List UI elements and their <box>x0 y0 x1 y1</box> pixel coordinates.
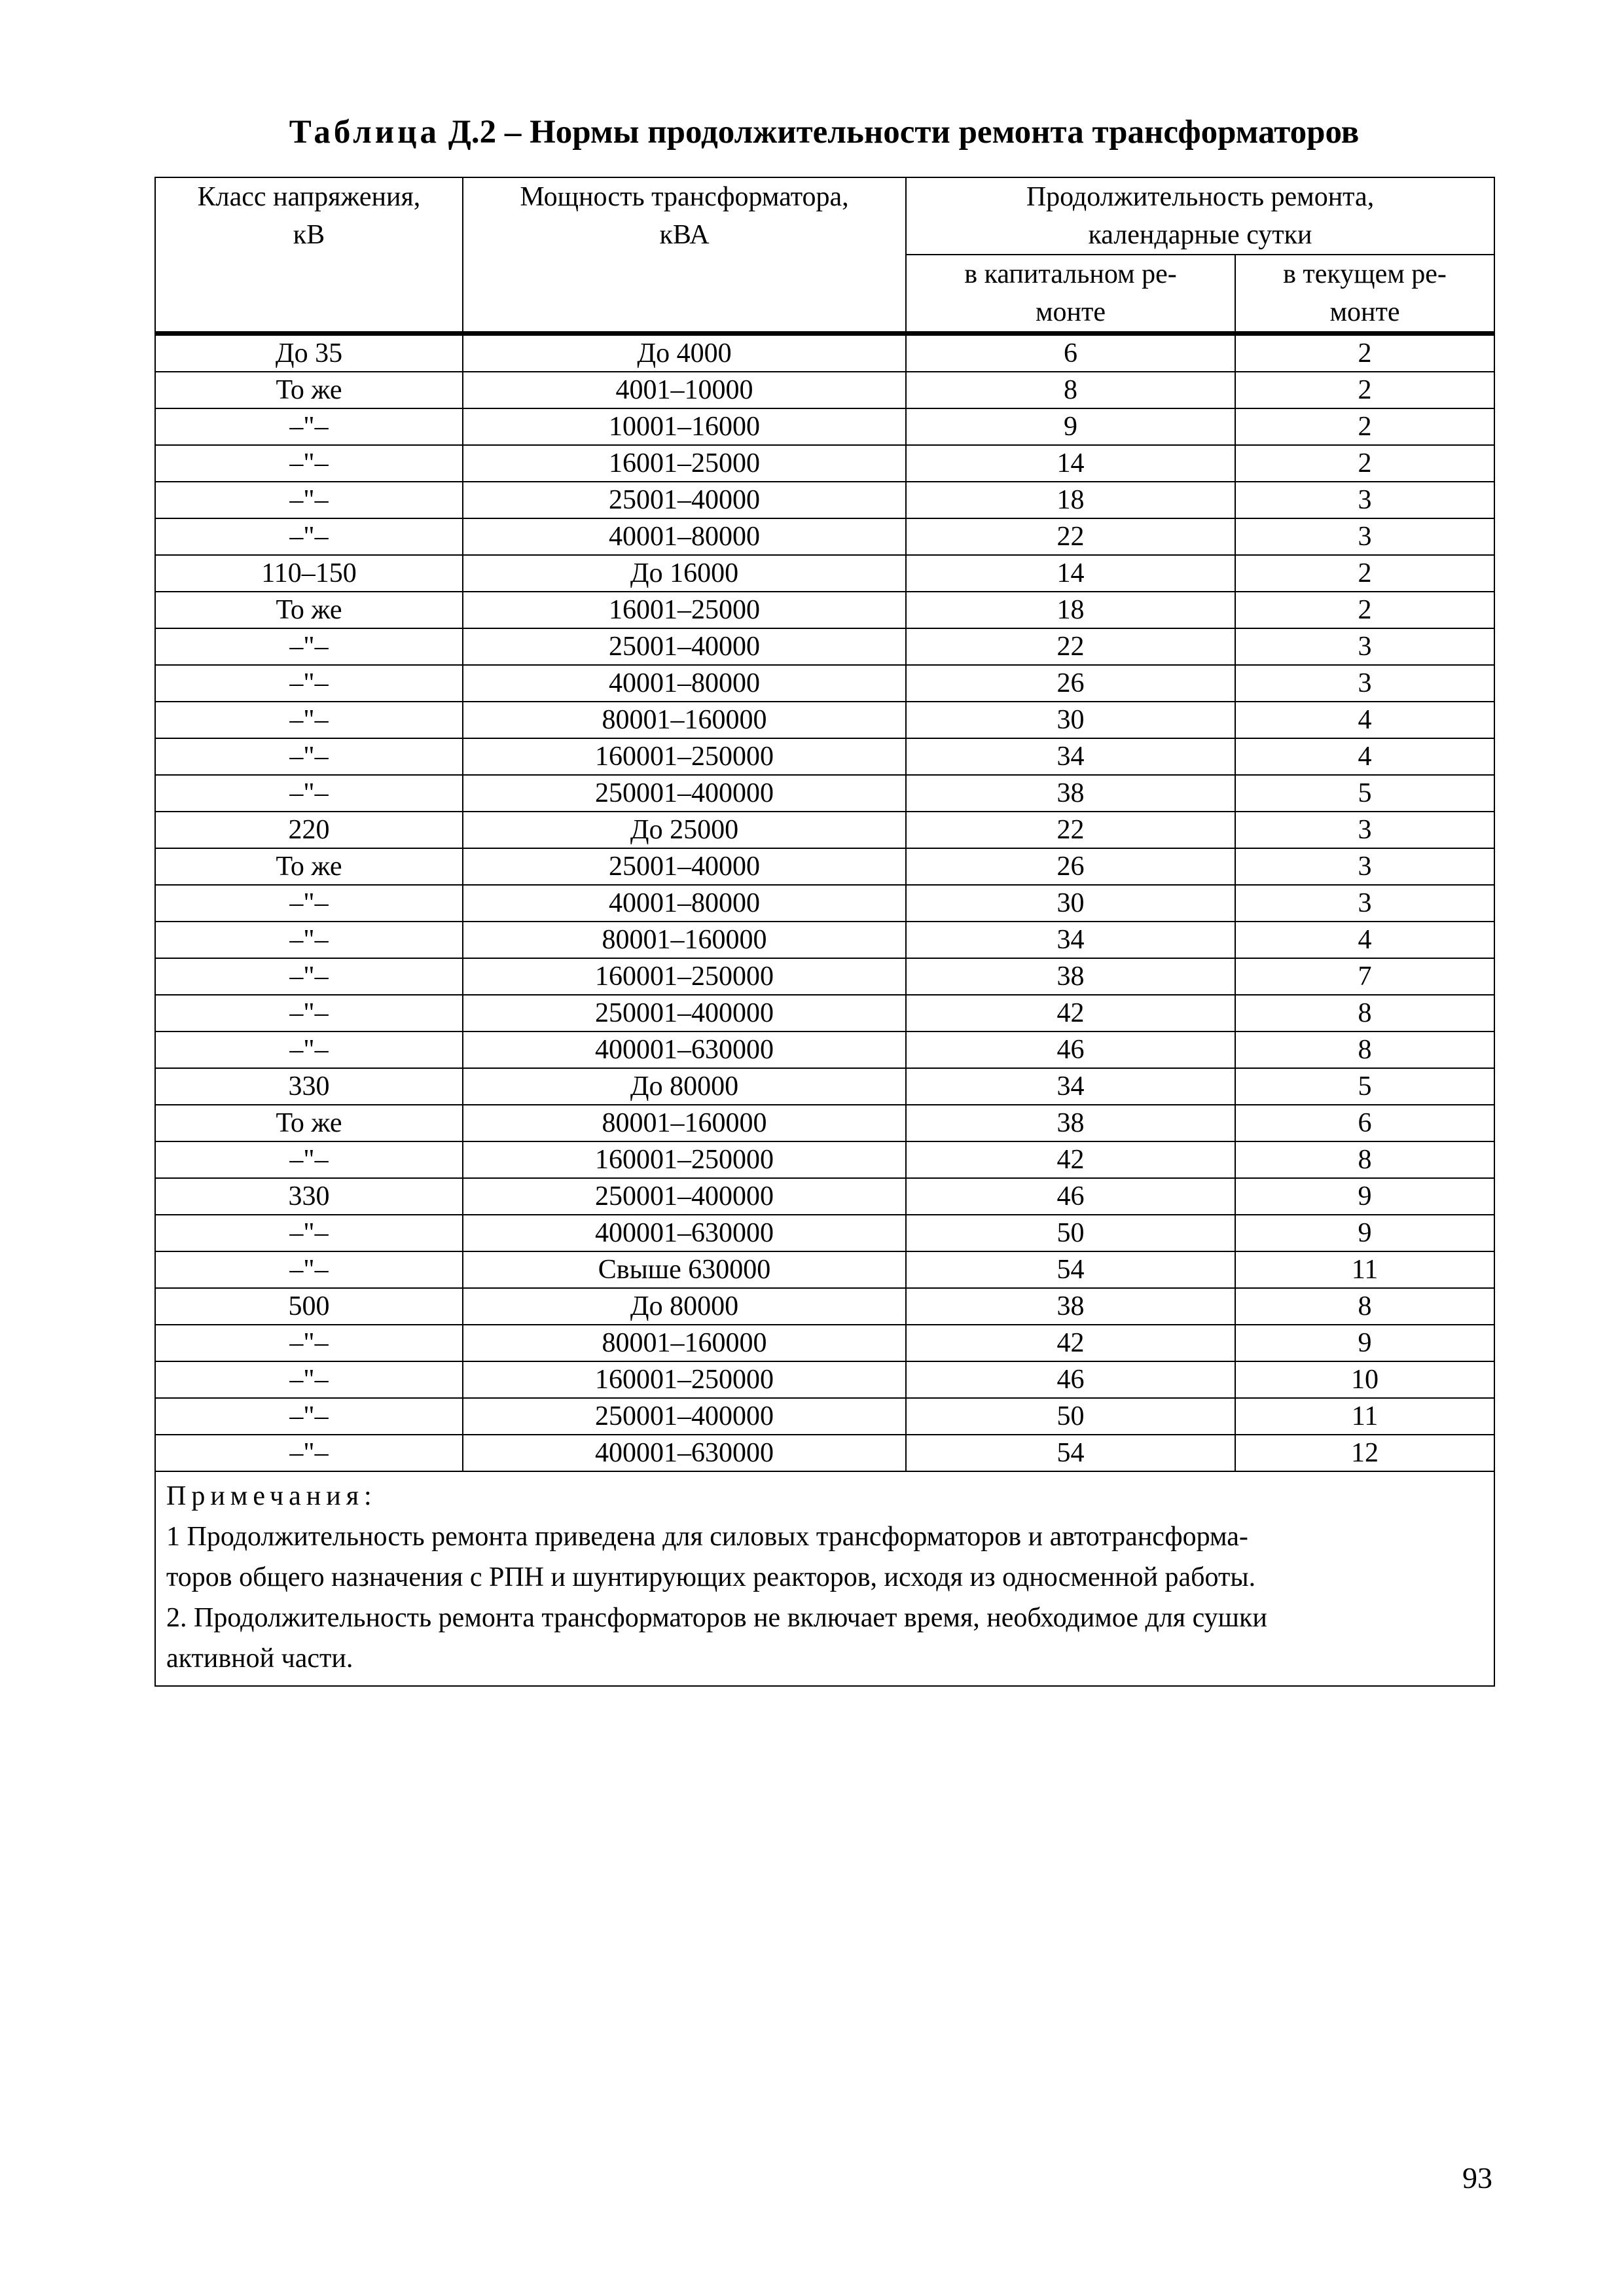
capital-repair-days-cell: 42 <box>906 1325 1235 1361</box>
current-repair-days-cell: 11 <box>1235 1251 1494 1288</box>
voltage-class-cell: –"– <box>155 445 463 482</box>
header-transformer-power-line2: кВА <box>659 220 710 250</box>
table-row <box>155 1141 1494 1178</box>
header-voltage-class <box>155 177 463 334</box>
current-repair-days-cell: 6 <box>1235 1105 1494 1141</box>
current-repair-days-cell: 11 <box>1235 1398 1494 1435</box>
capital-repair-days-cell: 38 <box>906 775 1235 812</box>
capital-repair-days-cell: 46 <box>906 1361 1235 1398</box>
power-range-cell: 160001–250000 <box>463 958 906 995</box>
table-row <box>155 1325 1494 1361</box>
voltage-class-cell: –"– <box>155 665 463 702</box>
voltage-class-cell: До 35 <box>155 334 463 372</box>
page-number: 93 <box>1462 2161 1492 2195</box>
capital-repair-days-cell: 38 <box>906 1288 1235 1325</box>
current-repair-days-cell: 8 <box>1235 995 1494 1031</box>
current-repair-days-cell: 3 <box>1235 848 1494 885</box>
power-range-cell: 40001–80000 <box>463 665 906 702</box>
power-range-cell: 250001–400000 <box>463 1178 906 1215</box>
current-repair-days-cell: 3 <box>1235 482 1494 518</box>
voltage-class-cell: –"– <box>155 738 463 775</box>
table-row <box>155 848 1494 885</box>
capital-repair-days-cell: 54 <box>906 1435 1235 1471</box>
repair-duration-table <box>154 177 1495 1687</box>
power-range-cell: 160001–250000 <box>463 738 906 775</box>
table-row <box>155 555 1494 592</box>
current-repair-days-cell: 3 <box>1235 665 1494 702</box>
capital-repair-days-cell: 42 <box>906 995 1235 1031</box>
notes-title: Примечания: <box>166 1481 377 1511</box>
power-range-cell: 400001–630000 <box>463 1435 906 1471</box>
voltage-class-cell: –"– <box>155 775 463 812</box>
voltage-class-cell: 500 <box>155 1288 463 1325</box>
power-range-cell: 250001–400000 <box>463 775 906 812</box>
table-row <box>155 995 1494 1031</box>
table-row <box>155 702 1494 738</box>
current-repair-days-cell: 2 <box>1235 592 1494 628</box>
table-row <box>155 922 1494 958</box>
current-repair-days-cell: 3 <box>1235 518 1494 555</box>
power-range-cell: 80001–160000 <box>463 702 906 738</box>
table-title <box>154 113 1494 152</box>
power-range-cell: 25001–40000 <box>463 628 906 665</box>
capital-repair-days-cell: 38 <box>906 958 1235 995</box>
voltage-class-cell: 220 <box>155 812 463 848</box>
current-repair-days-cell: 9 <box>1235 1325 1494 1361</box>
capital-repair-days-cell: 46 <box>906 1031 1235 1068</box>
voltage-class-cell: –"– <box>155 702 463 738</box>
current-repair-days-cell: 9 <box>1235 1215 1494 1251</box>
voltage-class-cell: 330 <box>155 1178 463 1215</box>
table-row <box>155 372 1494 408</box>
voltage-class-cell: То же <box>155 592 463 628</box>
capital-repair-days-cell: 18 <box>906 592 1235 628</box>
voltage-class-cell: То же <box>155 372 463 408</box>
table-row <box>155 1105 1494 1141</box>
capital-repair-days-cell: 30 <box>906 702 1235 738</box>
current-repair-days-cell: 3 <box>1235 885 1494 922</box>
capital-repair-days-cell: 22 <box>906 518 1235 555</box>
table-row <box>155 628 1494 665</box>
header-repair-duration-line2: календарные сутки <box>1088 220 1312 250</box>
notes-line-1: 1 Продолжительность ремонта приведена для силовых трансформаторов и автотрансформа- <box>166 1522 1248 1552</box>
power-range-cell: 250001–400000 <box>463 995 906 1031</box>
table-body <box>155 334 1494 1472</box>
capital-repair-days-cell: 8 <box>906 372 1235 408</box>
table-row <box>155 738 1494 775</box>
capital-repair-days-cell: 38 <box>906 1105 1235 1141</box>
table-row <box>155 445 1494 482</box>
table-row <box>155 408 1494 445</box>
current-repair-days-cell: 2 <box>1235 445 1494 482</box>
table-row <box>155 1435 1494 1471</box>
table-row <box>155 885 1494 922</box>
voltage-class-cell: –"– <box>155 1141 463 1178</box>
power-range-cell: До 80000 <box>463 1288 906 1325</box>
table-title-prefix: Таблица <box>289 114 441 151</box>
table-row <box>155 334 1494 372</box>
current-repair-days-cell: 8 <box>1235 1031 1494 1068</box>
current-repair-days-cell: 2 <box>1235 555 1494 592</box>
table-row <box>155 1251 1494 1288</box>
current-repair-days-cell: 10 <box>1235 1361 1494 1398</box>
voltage-class-cell: –"– <box>155 628 463 665</box>
capital-repair-days-cell: 34 <box>906 922 1235 958</box>
current-repair-days-cell: 7 <box>1235 958 1494 995</box>
capital-repair-days-cell: 22 <box>906 628 1235 665</box>
table-row <box>155 958 1494 995</box>
voltage-class-cell: –"– <box>155 1031 463 1068</box>
current-repair-days-cell: 3 <box>1235 812 1494 848</box>
power-range-cell: 25001–40000 <box>463 848 906 885</box>
power-range-cell: До 25000 <box>463 812 906 848</box>
voltage-class-cell: –"– <box>155 958 463 995</box>
current-repair-days-cell: 12 <box>1235 1435 1494 1471</box>
header-transformer-power-line1: Мощность трансформатора, <box>520 182 849 212</box>
voltage-class-cell: –"– <box>155 885 463 922</box>
header-current-repair-line1: в текущем ре- <box>1283 259 1447 289</box>
notes-cell <box>155 1471 1494 1686</box>
capital-repair-days-cell: 34 <box>906 738 1235 775</box>
voltage-class-cell: –"– <box>155 1251 463 1288</box>
capital-repair-days-cell: 14 <box>906 445 1235 482</box>
capital-repair-days-cell: 50 <box>906 1215 1235 1251</box>
voltage-class-cell: То же <box>155 1105 463 1141</box>
current-repair-days-cell: 4 <box>1235 922 1494 958</box>
capital-repair-days-cell: 42 <box>906 1141 1235 1178</box>
header-current-repair <box>1235 255 1494 334</box>
header-repair-duration-line1: Продолжительность ремонта, <box>1026 182 1375 212</box>
header-voltage-class-line2: кВ <box>293 220 325 250</box>
voltage-class-cell: –"– <box>155 995 463 1031</box>
power-range-cell: 160001–250000 <box>463 1361 906 1398</box>
table-row <box>155 482 1494 518</box>
notes-line-3: 2. Продолжительность ремонта трансформаторов не включает время, необходимое для сушки <box>166 1603 1267 1633</box>
capital-repair-days-cell: 6 <box>906 334 1235 372</box>
current-repair-days-cell: 4 <box>1235 702 1494 738</box>
voltage-class-cell: –"– <box>155 1361 463 1398</box>
current-repair-days-cell: 2 <box>1235 372 1494 408</box>
current-repair-days-cell: 3 <box>1235 628 1494 665</box>
table-row <box>155 1031 1494 1068</box>
table-row <box>155 1361 1494 1398</box>
power-range-cell: 80001–160000 <box>463 1325 906 1361</box>
voltage-class-cell: 330 <box>155 1068 463 1105</box>
power-range-cell: До 80000 <box>463 1068 906 1105</box>
power-range-cell: 40001–80000 <box>463 885 906 922</box>
table-row <box>155 1068 1494 1105</box>
voltage-class-cell: –"– <box>155 408 463 445</box>
header-capital-repair-line1: в капитальном ре- <box>964 259 1177 289</box>
table-title-text: Д.2 – Нормы продолжительности ремонта трансформаторов <box>440 114 1360 151</box>
notes-line-4: активной части. <box>166 1643 353 1674</box>
table-row <box>155 665 1494 702</box>
header-current-repair-line2: монте <box>1329 297 1400 327</box>
power-range-cell: 16001–25000 <box>463 592 906 628</box>
table-row <box>155 1178 1494 1215</box>
power-range-cell: 4001–10000 <box>463 372 906 408</box>
current-repair-days-cell: 9 <box>1235 1178 1494 1215</box>
table-row <box>155 518 1494 555</box>
table-row <box>155 592 1494 628</box>
current-repair-days-cell: 5 <box>1235 775 1494 812</box>
voltage-class-cell: –"– <box>155 1435 463 1471</box>
voltage-class-cell: –"– <box>155 1325 463 1361</box>
power-range-cell: До 4000 <box>463 334 906 372</box>
voltage-class-cell: –"– <box>155 1398 463 1435</box>
power-range-cell: До 16000 <box>463 555 906 592</box>
capital-repair-days-cell: 26 <box>906 665 1235 702</box>
voltage-class-cell: –"– <box>155 922 463 958</box>
power-range-cell: 160001–250000 <box>463 1141 906 1178</box>
voltage-class-cell: 110–150 <box>155 555 463 592</box>
notes-row <box>155 1471 1494 1686</box>
capital-repair-days-cell: 9 <box>906 408 1235 445</box>
capital-repair-days-cell: 50 <box>906 1398 1235 1435</box>
header-transformer-power <box>463 177 906 334</box>
voltage-class-cell: –"– <box>155 1215 463 1251</box>
current-repair-days-cell: 2 <box>1235 334 1494 372</box>
power-range-cell: 16001–25000 <box>463 445 906 482</box>
table-row <box>155 812 1494 848</box>
power-range-cell: 80001–160000 <box>463 1105 906 1141</box>
power-range-cell: 400001–630000 <box>463 1031 906 1068</box>
capital-repair-days-cell: 14 <box>906 555 1235 592</box>
power-range-cell: 250001–400000 <box>463 1398 906 1435</box>
capital-repair-days-cell: 46 <box>906 1178 1235 1215</box>
header-repair-duration <box>906 177 1494 255</box>
power-range-cell: 80001–160000 <box>463 922 906 958</box>
header-row <box>155 177 1494 255</box>
power-range-cell: Свыше 630000 <box>463 1251 906 1288</box>
power-range-cell: 40001–80000 <box>463 518 906 555</box>
table-row <box>155 775 1494 812</box>
capital-repair-days-cell: 22 <box>906 812 1235 848</box>
capital-repair-days-cell: 30 <box>906 885 1235 922</box>
header-voltage-class-line1: Класс напряжения, <box>197 182 421 212</box>
capital-repair-days-cell: 34 <box>906 1068 1235 1105</box>
table-row <box>155 1215 1494 1251</box>
current-repair-days-cell: 5 <box>1235 1068 1494 1105</box>
capital-repair-days-cell: 18 <box>906 482 1235 518</box>
power-range-cell: 25001–40000 <box>463 482 906 518</box>
voltage-class-cell: –"– <box>155 518 463 555</box>
current-repair-days-cell: 4 <box>1235 738 1494 775</box>
power-range-cell: 10001–16000 <box>463 408 906 445</box>
header-capital-repair-line2: монте <box>1035 297 1106 327</box>
table-row <box>155 1288 1494 1325</box>
current-repair-days-cell: 8 <box>1235 1288 1494 1325</box>
voltage-class-cell: –"– <box>155 482 463 518</box>
capital-repair-days-cell: 54 <box>906 1251 1235 1288</box>
notes-line-2: торов общего назначения с РПН и шунтирующих реакторов, исходя из односменной работы. <box>166 1562 1256 1592</box>
power-range-cell: 400001–630000 <box>463 1215 906 1251</box>
current-repair-days-cell: 2 <box>1235 408 1494 445</box>
table-row <box>155 1398 1494 1435</box>
capital-repair-days-cell: 26 <box>906 848 1235 885</box>
voltage-class-cell: То же <box>155 848 463 885</box>
header-capital-repair <box>906 255 1235 334</box>
current-repair-days-cell: 8 <box>1235 1141 1494 1178</box>
